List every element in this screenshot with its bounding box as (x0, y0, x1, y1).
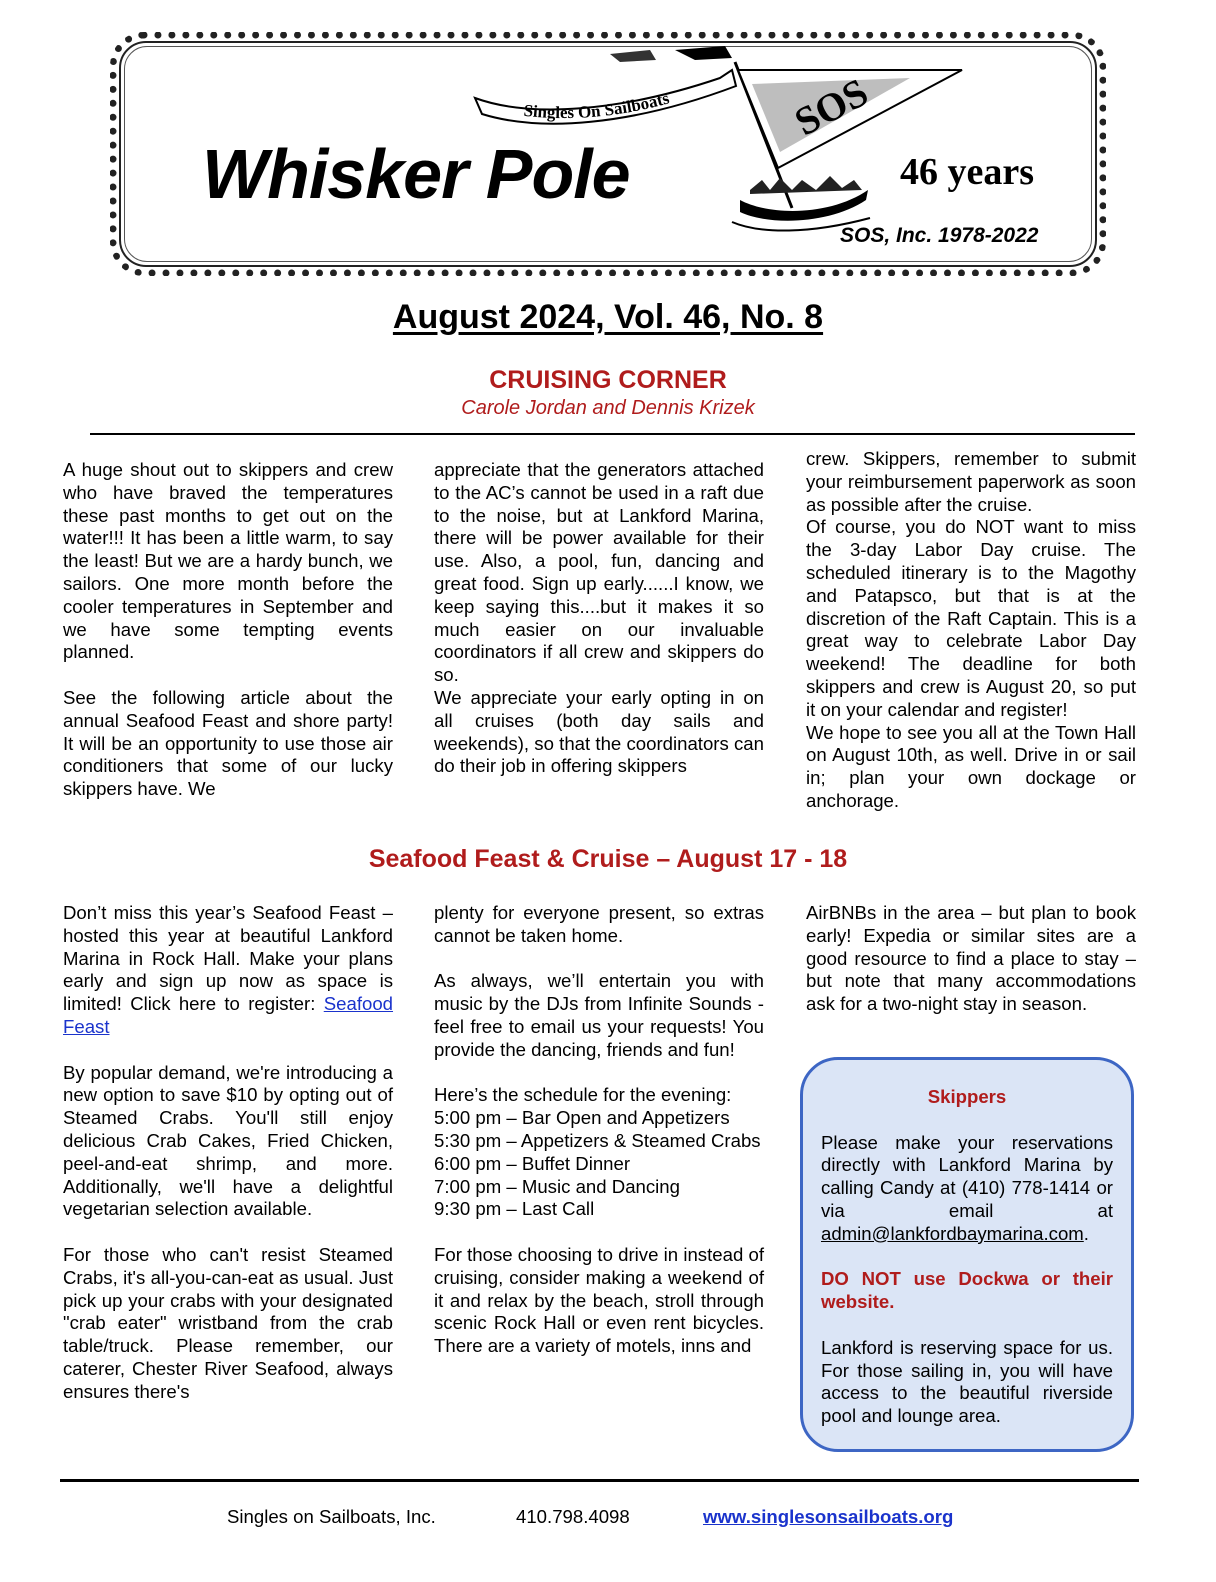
paragraph: We hope to see you all at the Town Hall on August 10th, as well. Drive in or sail in; plan your own dockage or anchorage. (806, 721, 1136, 811)
cruising-column-2 (434, 459, 764, 778)
evening-schedule (434, 1084, 764, 1221)
schedule-item: 5:00 pm – Bar Open and Appetizers (434, 1107, 730, 1129)
cruising-column-1 (63, 459, 393, 801)
paragraph: For those choosing to drive in instead of cruising, consider making a weekend of it and relax by the beach, stroll through scenic Rock Hall or even rent bicycles. There are a variety of motels, inns and (434, 1243, 764, 1357)
seafood-column-3 (806, 902, 1136, 1016)
footer-website (703, 1506, 953, 1528)
sos-sail-letters: SOS (787, 69, 876, 145)
paragraph (63, 902, 393, 1039)
reservation-text: Please make your reservations directly with Lankford Marina by calling Candy at (410) 778-1414 or via email at (821, 1131, 1113, 1221)
footer-divider (60, 1479, 1139, 1482)
seafood-feast-link[interactable]: Seafood Feast (63, 993, 394, 1037)
paragraph: plenty for everyone present, so extras cannot be taken home. (434, 902, 764, 946)
masthead (110, 32, 1106, 276)
skippers-title: Skippers (927, 1086, 1007, 1107)
cruising-column-3 (806, 448, 1136, 813)
section-divider (90, 433, 1135, 435)
paragraph: Of course, you do NOT want to miss the 3-day Labor Day cruise. The scheduled itinerary is to the Magothy and Patapsco, but that is at the discretion of the Raft Captain. This is a great way to celebrate Labor Day weekend! The deadline for both skippers and crew is August 20, so put it on your calendar and register! (806, 516, 1136, 720)
footer-org: Singles on Sailboats, Inc. (227, 1506, 436, 1527)
paragraph: Lankford is reserving space for us. For those sailing in, you will have access to the beautiful riverside pool and lounge area. (821, 1336, 1113, 1427)
schedule-item: 6:00 pm – Buffet Dinner (434, 1152, 631, 1174)
paragraph: By popular demand, we're introducing a new option to save $10 by opting out of Steamed Crabs. You'll still enjoy delicious Crab Cakes, Fried Chicken, peel-and-eat shrimp, and more. Additionally, we'll have a delightful vegetarian selection available. (63, 1061, 393, 1220)
cruising-corner-byline: Carole Jordan and Dennis Krizek (461, 397, 755, 419)
newsletter-title: Whisker Pole (202, 135, 630, 213)
years-label: 46 years (900, 151, 1035, 193)
schedule-intro: Here’s the schedule for the evening: (434, 1084, 732, 1106)
paragraph: crew. Skippers, remember to submit your reimbursement paperwork as soon as possible after the cruise. (806, 448, 1136, 515)
period: . (1083, 1222, 1089, 1244)
paragraph: For those who can't resist Steamed Crabs, it's all-you-can-eat as usual. Just pick up your crabs with your designated "crab eater" wristband from the crab table/truck. Please remember, our caterer, Chester River Seafood, always ensures there's (63, 1243, 393, 1402)
paragraph: As always, we’ll entertain you with music by the DJs from Infinite Sounds - feel free to email us your requests! You provide the dancing, friends and fun! (434, 970, 764, 1060)
paragraph: AirBNBs in the area – but plan to book early! Expedia or similar sites are a good resource to find a place to stay – but note that many accommodations ask for a two-night stay in season. (806, 902, 1136, 1015)
seafood-column-2 (434, 902, 764, 1358)
issue-line: August 2024, Vol. 46, No. 8 (392, 298, 824, 336)
schedule-item: 7:00 pm – Music and Dancing (434, 1175, 680, 1197)
register-text: Don’t miss this year’s Seafood Feast – hosted this year at beautiful Lankford Marina in Rock Hall. Make your plans early and sign up now as space is limited! Click here to register: (63, 902, 393, 1015)
schedule-item: 9:30 pm – Last Call (434, 1198, 595, 1220)
marina-email[interactable]: admin@lankfordbaymarina.com (821, 1222, 1084, 1244)
seafood-feast-title: Seafood Feast & Cruise – August 17 - 18 (368, 845, 848, 873)
paragraph: See the following article about the annual Seafood Feast and shore party! It will be an opportunity to use those air conditioners that some of our lucky skippers have. We (63, 686, 393, 800)
skippers-callout-box (800, 1057, 1134, 1452)
paragraph: A huge shout out to skippers and crew who have braved the temperatures these past months to get out on the water!!! It has been a little warm, to say the least! But we are a hardy bunch, we sailors. One more month before the cooler temperatures in September and we have some tempting events planned. (63, 459, 393, 663)
schedule-item: 5:30 pm – Appetizers & Steamed Crabs (434, 1129, 761, 1151)
footer-phone: 410.798.4098 (516, 1506, 630, 1527)
banner-text: Singles On Sailboats (522, 88, 672, 123)
paragraph: We appreciate your early opting in on all cruises (both day sails and weekends), so that the coordinators can do their job in offering skippers (434, 686, 764, 777)
paragraph (821, 1132, 1113, 1246)
established-label: SOS, Inc. 1978-2022 (840, 224, 1039, 247)
paragraph: appreciate that the generators attached to the AC’s cannot be used in a raft due to the noise, but at Lankford Marina, there will be power available for their use. Also, a pool, fun, dancing and great food. Sign up early......I know, we keep saying this....but it makes it so much easier on our invaluable coordinators if all crew and skippers do so. (434, 459, 764, 686)
cruising-corner-title: CRUISING CORNER (489, 366, 727, 394)
dockwa-warning: DO NOT use Dockwa or their website. (821, 1268, 1113, 1313)
seafood-column-1 (63, 902, 393, 1404)
website-link[interactable]: www.singlesonsailboats.org (703, 1506, 954, 1527)
